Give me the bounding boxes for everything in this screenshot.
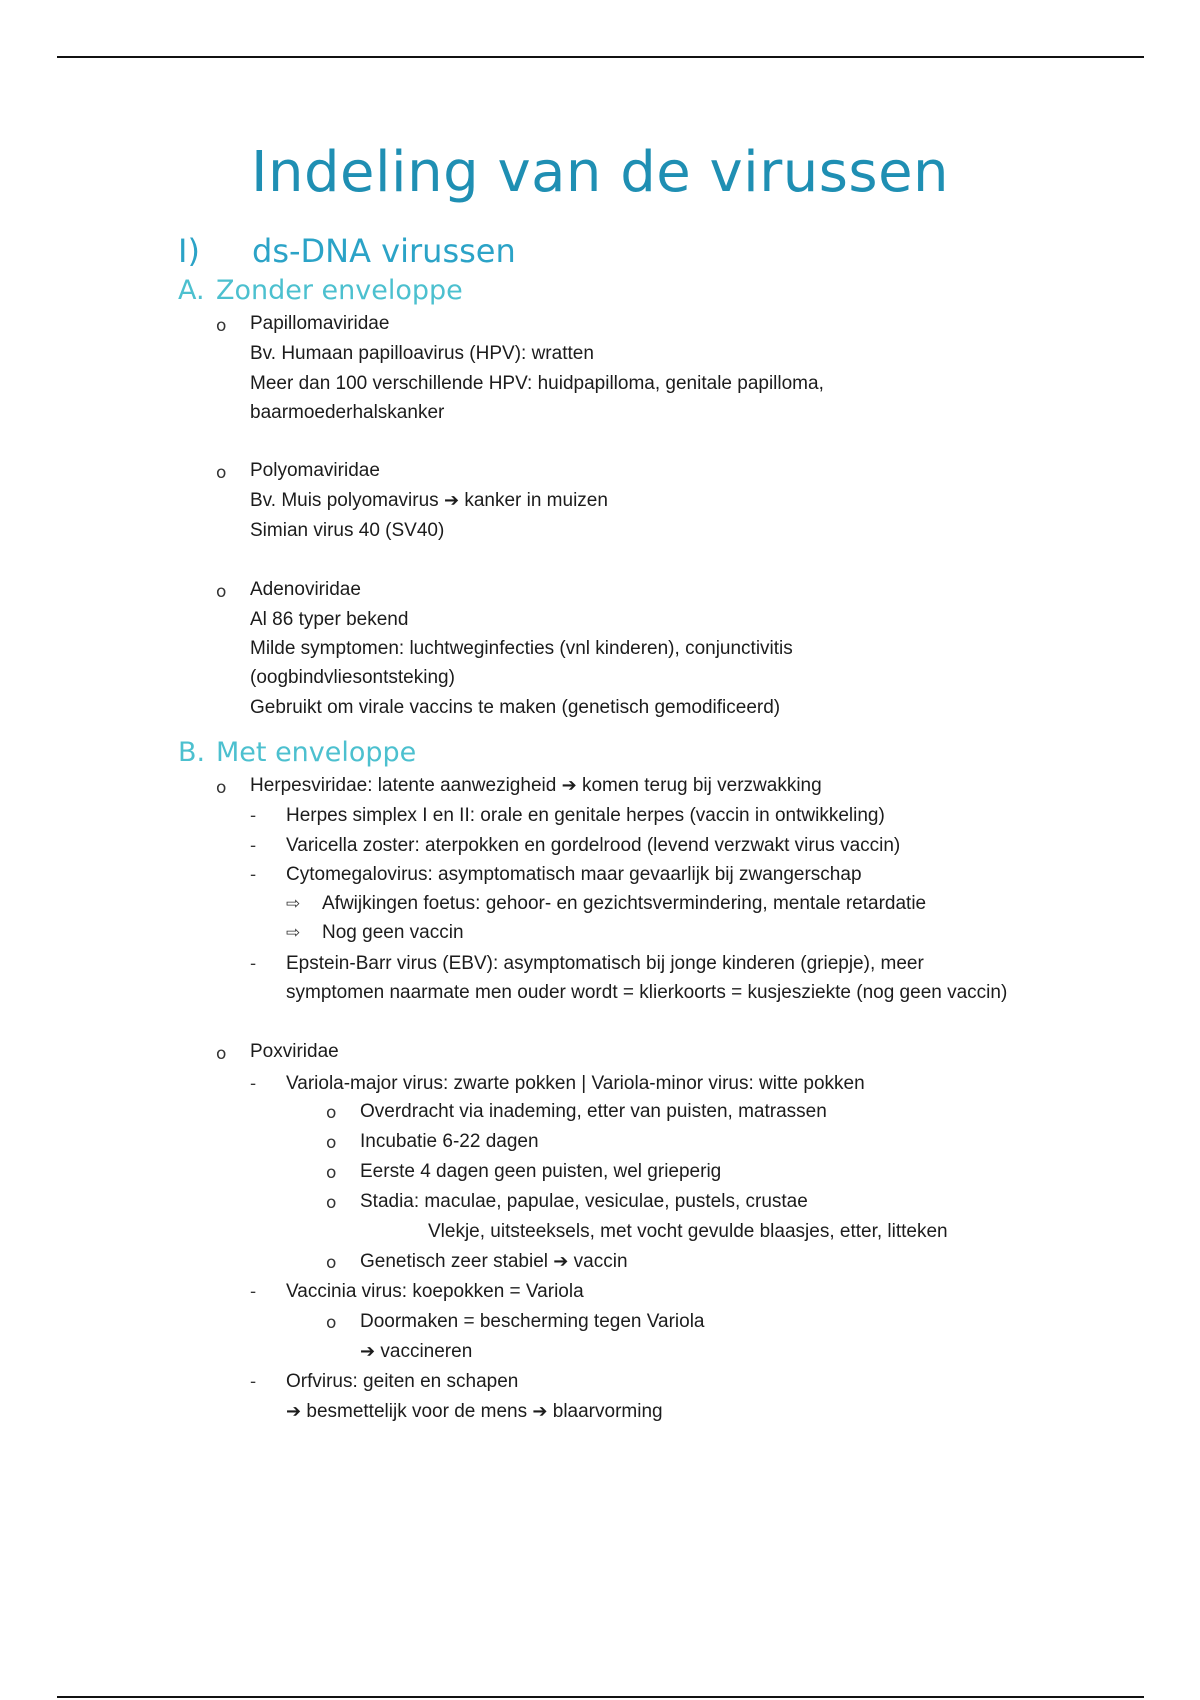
text-line: Epstein-Barr virus (EBV): asymptomatisch bij jonge kinderen (griepje), meer (286, 953, 924, 974)
page-title: Indeling van de virussen (250, 140, 950, 205)
text-line (250, 489, 608, 513)
section-label: ds-DNA virussen (252, 232, 516, 270)
dash-bullet: - (250, 836, 257, 856)
text-fragment: blaarvorming (552, 1401, 663, 1422)
text-line: Al 86 typer bekend (250, 609, 409, 630)
text-fragment: Genetisch zeer stabiel (360, 1251, 548, 1272)
arrow-icon: ➔ (443, 490, 460, 511)
text-line: baarmoederhalskanker (250, 402, 445, 423)
text-fragment: vaccineren (380, 1341, 473, 1362)
section-heading-ds-dna (178, 232, 516, 270)
text-line: Milde symptomen: luchtweginfecties (vnl kinderen), conjunctivitis (250, 638, 793, 659)
arrow-icon: ➔ (561, 775, 577, 796)
section-number: I) (178, 232, 200, 270)
dash-bullet: - (250, 1372, 257, 1392)
subheading-zonder-enveloppe (178, 275, 463, 306)
text-line: Orfvirus: geiten en schapen (286, 1371, 519, 1392)
subheading-label: Zonder enveloppe (216, 275, 463, 306)
text-line (360, 1250, 628, 1274)
text-fragment: Bv. Muis polyomavirus (250, 490, 439, 511)
text-line (286, 1400, 663, 1424)
text-line: Eerste 4 dagen geen puisten, wel grieperig (360, 1161, 722, 1182)
text-line: symptomen naarmate men ouder wordt = klierkoorts = kusjesziekte (nog geen vaccin) (286, 982, 1008, 1003)
subheading-met-enveloppe (178, 737, 416, 768)
text-line: Afwijkingen foetus: gehoor- en gezichtsvermindering, mentale retardatie (322, 893, 927, 914)
dash-bullet: - (250, 1074, 257, 1094)
list-item-papillomaviridae: Papillomaviridae (250, 313, 390, 334)
text-line (360, 1340, 472, 1364)
arrow-icon: ➔ (360, 1341, 376, 1362)
subheading-label: Met enveloppe (216, 737, 417, 768)
text-fragment: vaccin (573, 1251, 628, 1272)
text-line: Incubatie 6-22 dagen (360, 1131, 539, 1152)
dash-bullet: - (250, 954, 257, 974)
text-line: (oogbindvliesontsteking) (250, 667, 455, 688)
text-line: Vaccinia virus: koepokken = Variola (286, 1281, 584, 1302)
header-rule (57, 56, 1144, 58)
circle-bullet: o (326, 1103, 337, 1123)
circle-bullet: o (216, 582, 227, 602)
list-item-polyomaviridae: Polyomaviridae (250, 460, 380, 481)
arrow-icon: ➔ (532, 1401, 548, 1422)
text-fragment: besmettelijk voor de mens (306, 1401, 528, 1422)
text-fragment: Herpesviridae: latente aanwezigheid (250, 775, 557, 796)
list-item-adenoviridae: Adenoviridae (250, 579, 361, 600)
arrow-icon: ➔ (286, 1401, 302, 1422)
text-fragment: komen terug bij verzwakking (581, 775, 822, 796)
subheading-number: A. (178, 275, 205, 306)
text-line: Herpes simplex I en II: orale en genitale herpes (vaccin in ontwikkeling) (286, 805, 885, 826)
footer-rule (57, 1696, 1144, 1698)
circle-bullet: o (216, 778, 227, 798)
hollow-arrow-icon: ⇨ (286, 894, 301, 914)
text-line: Variola-major virus: zwarte pokken | Variola-minor virus: witte pokken (286, 1073, 865, 1094)
hollow-arrow-icon: ⇨ (286, 923, 301, 943)
circle-bullet: o (216, 1044, 227, 1064)
dash-bullet: - (250, 865, 257, 885)
circle-bullet: o (326, 1313, 337, 1333)
circle-bullet: o (326, 1163, 337, 1183)
circle-bullet: o (326, 1253, 337, 1273)
dash-bullet: - (250, 806, 257, 826)
dash-bullet: - (250, 1282, 257, 1302)
text-fragment: kanker in muizen (464, 490, 608, 511)
circle-bullet: o (326, 1193, 337, 1213)
list-item-herpesviridae (250, 774, 822, 798)
text-line: Vlekje, uitsteeksels, met vocht gevulde blaasjes, etter, litteken (428, 1221, 948, 1242)
text-line: Nog geen vaccin (322, 922, 464, 943)
circle-bullet: o (216, 463, 227, 483)
text-line: Varicella zoster: aterpokken en gordelrood (levend verzwakt virus vaccin) (286, 835, 901, 856)
text-line: Cytomegalovirus: asymptomatisch maar gevaarlijk bij zwangerschap (286, 864, 862, 885)
text-line: Meer dan 100 verschillende HPV: huidpapilloma, genitale papilloma, (250, 373, 824, 394)
circle-bullet: o (216, 316, 227, 336)
text-line: Overdracht via inademing, etter van puisten, matrassen (360, 1101, 827, 1122)
text-line: Doormaken = bescherming tegen Variola (360, 1311, 705, 1332)
arrow-icon: ➔ (553, 1251, 569, 1272)
text-line: Bv. Humaan papilloavirus (HPV): wratten (250, 343, 594, 364)
text-line: Simian virus 40 (SV40) (250, 520, 445, 541)
text-line: Gebruikt om virale vaccins te maken (genetisch gemodificeerd) (250, 697, 781, 718)
list-item-poxviridae: Poxviridae (250, 1041, 339, 1062)
circle-bullet: o (326, 1133, 337, 1153)
subheading-number: B. (178, 737, 206, 768)
text-line: Stadia: maculae, papulae, vesiculae, pustels, crustae (360, 1191, 808, 1212)
